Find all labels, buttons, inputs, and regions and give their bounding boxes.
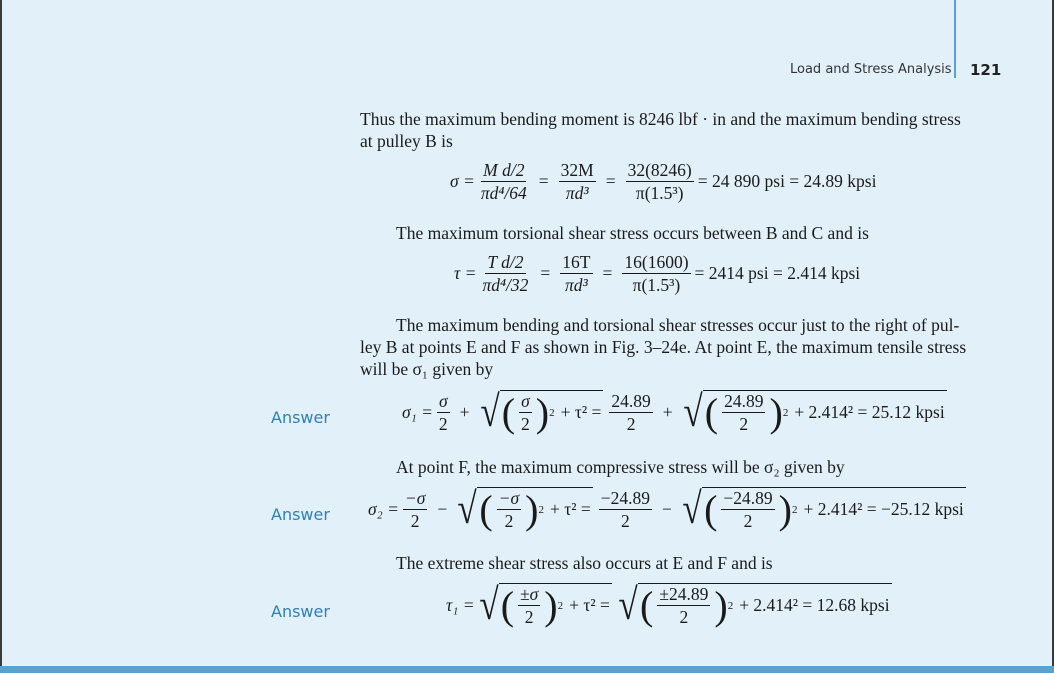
paragraph-torsional: The maximum torsional shear stress occurs between B and C and is [396,223,869,243]
fraction-numerator: M d/2 [483,160,525,180]
fraction-denominator: 2 [521,414,530,434]
paragraph-line: ley B at points E and F as shown in Fig. 3–24e. At point E, the maximum tensile stress [360,337,967,357]
paragraph-line: at pulley B is [360,131,453,151]
eq-result: + 2.414² = −25.12 kpsi [803,499,964,519]
eq-result: = 2414 psi = 2.414 kpsi [694,263,861,283]
fraction-numerator: ±σ [520,584,539,604]
fraction-numerator: −24.89 [600,487,651,508]
paragraph-compressive: At point F, the maximum compressive stress will be σ₂ given by [396,457,845,477]
square-root: √ ( $\frac{24.89}{2}$ ) 2 + 2.414² = 25.12 kpsi [683,387,945,436]
textbook-page [2,0,1052,666]
running-head: Load and Stress Analysis [790,62,952,77]
fraction [480,252,530,295]
eq-lhs: σ₁ = [402,401,433,422]
fraction-numerator: ±24.89 [659,584,709,604]
eq-term: + τ² = [560,402,602,422]
fraction-denominator: 2 [626,413,636,434]
fraction [721,488,774,531]
fraction-denominator: 2 [739,414,749,434]
eq-lhs: τ = [454,263,477,283]
equation-sigma: σ = $\frac{\text{M d/2}}{\text{πd⁴/64}}$ = $\frac{32M}{\text{πd³}}$ = $\frac{32(8246)}{\text{π(1.5³)}}$ = 24 890 psi = 24.89 kpsi [450,160,877,203]
square-root: √ ( $\frac{\sigma}{2}$ ) 2 + τ² = [479,387,602,436]
fraction-denominator: 2 [743,511,753,531]
fraction-denominator: πd³ [565,275,588,295]
fraction-denominator: 2 [524,607,534,627]
answer-label: Answer [271,602,330,621]
fraction-denominator: π(1.5³) [632,275,681,295]
fraction-denominator: πd⁴/32 [482,275,529,295]
fraction-denominator: πd³ [565,183,589,203]
fraction [403,488,427,531]
fraction-numerator: 16T [562,252,591,272]
paragraph-stresses [360,314,966,380]
eq-term: + τ² = [569,595,610,615]
eq-lhs: σ = [450,171,475,191]
eq-lhs: σ₂ = [368,498,399,519]
paragraph-line: Thus the maximum bending moment is 8246 lbf · in and the maximum bending stress [360,109,961,129]
square-root: √ ( $\frac{-\sigma}{2}$ ) 2 + τ² = [457,484,591,533]
eq-result: + 2.414² = 12.68 kpsi [739,595,890,615]
fraction-numerator: 24.89 [611,390,651,411]
fraction [479,160,529,203]
fraction [437,391,450,434]
equation-tau1 [446,580,894,629]
fraction [518,584,540,627]
fraction [497,488,521,531]
paragraph-line: The maximum bending and torsional shear stresses occur just to the right of pul- [396,315,960,335]
header-rule [954,0,956,78]
fraction-denominator: 2 [504,511,514,531]
fraction [519,391,532,434]
fraction-denominator: πd⁴/64 [480,183,527,203]
square-root: √ ( $\frac{\pm 24.89}{2}$ ) 2 + 2.414² = 12.68 kpsi [618,580,890,629]
fraction-numerator: 24.89 [724,391,764,411]
square-root: √ ( $\frac{-24.89}{2}$ ) 2 + 2.414² = −25.12 kpsi [682,484,964,533]
fraction-numerator: −24.89 [723,488,773,508]
bottom-border [0,666,1054,673]
fraction-denominator: 2 [410,510,420,531]
eq-term: + τ² = [550,499,591,519]
fraction-numerator: T d/2 [487,252,524,272]
fraction [657,584,710,627]
fraction-numerator: 16(1600) [624,252,689,272]
fraction-denominator: 2 [679,607,689,627]
eq-result: = 24 890 psi = 24.89 kpsi [697,171,877,191]
equation-sigma1: σ₁ = $\frac{\sigma}{2}$ + √ ( $\frac{\sigma}{2}$ ) 2 + τ² = $\frac{24.89}{2}$ + √ ( $\frac{24.89}{2}$ ) 2 + 2.414² = 25.12 kpsi [402,387,945,436]
fraction [560,252,592,295]
fraction-denominator: π(1.5³) [635,183,684,203]
fraction [559,160,596,203]
fraction-numerator: σ [521,391,530,411]
fraction [599,488,652,531]
fraction [626,160,694,203]
fraction-numerator: −σ [404,487,426,508]
eq-result: + 2.414² = 25.12 kpsi [794,402,945,422]
equation-sigma2: σ₂ = $\frac{-\sigma}{2}$ − √ ( $\frac{-\sigma}{2}$ ) 2 + τ² = $\frac{-24.89}{2}$ − √ ( $\frac{-24.89}{2}$ ) 2 + 2.414² = −25.12 kpsi [368,484,964,533]
eq-lhs: τ₁ = [446,594,475,615]
fraction [722,391,765,434]
paragraph-line: will be σ₁ given by [360,359,494,379]
square-root: √ ( $\frac{\pm\sigma}{2}$ ) 2 + τ² = [478,580,610,629]
fraction-numerator: 32M [560,160,594,180]
fraction-denominator: 2 [438,413,448,434]
equation-tau: τ = $\frac{\text{T d/2}}{\text{πd⁴/32}}$ = $\frac{16T}{\text{πd³}}$ = $\frac{16(1600)}{\text{π(1.5³)}}$ = 2414 psi = 2.414 kpsi [454,252,861,295]
paragraph-bending-moment [360,108,961,152]
answer-label: Answer [271,408,330,427]
page-number: 121 [970,61,1002,79]
fraction-numerator: σ [438,390,448,411]
fraction-denominator: 2 [621,510,630,531]
answer-label: Answer [271,505,330,524]
paragraph-shear: The extreme shear stress also occurs at E and F and is [396,553,773,573]
fraction-numerator: 32(8246) [627,160,692,180]
fraction [622,252,690,295]
fraction [609,391,652,434]
fraction-numerator: −σ [498,488,520,508]
